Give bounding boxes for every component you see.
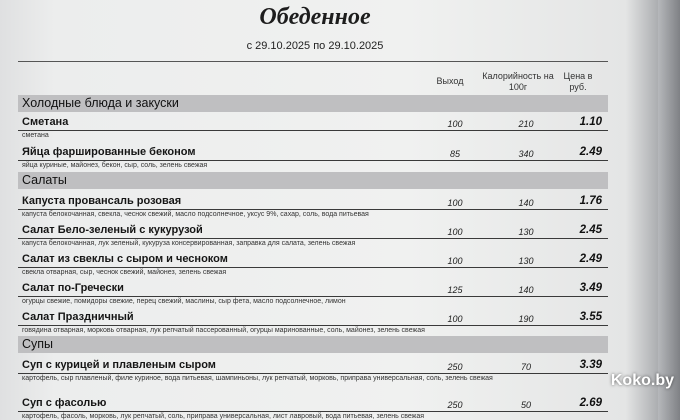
menu-item [18, 195, 608, 225]
item-price: 1.10 [579, 116, 602, 128]
item-underline [18, 267, 608, 268]
column-header-calories: Калорийность на 100г [482, 71, 554, 92]
item-underline [18, 411, 608, 412]
menu-item [18, 224, 608, 254]
item-calories: 140 [518, 285, 534, 295]
item-underline [18, 296, 608, 297]
item-name: Салат Праздничный [22, 311, 134, 323]
item-name: Салат Бело-зеленый с кукурузой [22, 224, 203, 236]
item-price: 2.49 [579, 253, 602, 265]
item-underline [18, 325, 608, 326]
item-name: Салат из свеклы с сыром и чесноком [22, 253, 228, 265]
item-ingredients: капуста белокочанная, свекла, чеснок свежий, масло подсолнечное, уксус 9%, сахар, соль, вода питьевая [22, 211, 369, 218]
item-output: 100 [447, 256, 463, 266]
date-range: с 29.10.2025 по 29.10.2025 [246, 40, 384, 52]
menu-title: Обеденное [259, 4, 371, 30]
item-ingredients: капуста белокочанная, лук зеленый, кукуруза консервированная, заправка для салата, зелень свежая [22, 240, 356, 247]
item-name: Суп с курицей и плавленым сыром [22, 359, 216, 371]
frame-edge [658, 0, 680, 420]
item-ingredients: сметана [22, 132, 49, 139]
item-calories: 210 [518, 119, 534, 129]
section-title: Салаты [22, 173, 67, 187]
item-underline [18, 373, 608, 374]
item-name: Салат по-Гречески [22, 282, 124, 294]
item-calories: 130 [518, 256, 534, 266]
item-ingredients: говядина отварная, морковь отварная, лук репчатый пассерованный, огурцы маринованные, соль, майонез, зелень свежая [22, 327, 425, 334]
section-title: Холодные блюда и закуски [22, 96, 179, 110]
item-name: Капуста провансаль розовая [22, 195, 182, 207]
watermark-logo: Koko.by [610, 372, 674, 389]
item-ingredients: яйца куриные, майонез, бекон, сыр, соль, зелень свежая [22, 162, 208, 169]
item-price: 1.76 [579, 195, 602, 207]
item-ingredients: картофель, сыр плавленый, филе куриное, вода питьевая, шампиньоны, лук репчатый, морковь, приправа универсальная, соль, зелень свежая [22, 375, 493, 382]
item-output: 85 [449, 149, 460, 159]
item-name: Яйца фаршированные беконом [22, 146, 196, 158]
item-underline [18, 130, 608, 131]
item-output: 250 [447, 362, 463, 372]
header-divider [18, 61, 608, 62]
item-output: 125 [447, 285, 463, 295]
menu-item [18, 397, 608, 420]
item-price: 2.49 [579, 146, 602, 158]
item-price: 3.49 [579, 282, 602, 294]
item-name: Суп с фасолью [22, 397, 107, 409]
item-ingredients: свекла отварная, сыр, чеснок свежий, майонез, зелень свежая [22, 269, 227, 276]
item-underline [18, 160, 608, 161]
item-calories: 190 [518, 314, 534, 324]
menu-item [18, 359, 608, 389]
item-calories: 130 [518, 227, 534, 237]
item-output: 250 [447, 400, 463, 410]
item-calories: 70 [520, 362, 531, 372]
item-output: 100 [447, 227, 463, 237]
column-header-price: Цена в руб. [563, 71, 593, 92]
item-ingredients: огурцы свежие, помидоры свежие, перец свежий, маслины, сыр фета, масло подсолнечное, лимон [22, 298, 346, 305]
section-header [18, 172, 608, 189]
item-price: 3.39 [579, 359, 602, 371]
section-title: Супы [22, 337, 54, 351]
section-header [18, 336, 608, 353]
item-underline [18, 238, 608, 239]
item-calories: 50 [520, 400, 531, 410]
item-calories: 140 [518, 198, 534, 208]
item-output: 100 [447, 314, 463, 324]
item-output: 100 [447, 198, 463, 208]
menu-item [18, 116, 608, 146]
item-underline [18, 209, 608, 210]
item-output: 100 [447, 119, 463, 129]
menu-item [18, 253, 608, 283]
item-price: 3.55 [579, 311, 602, 323]
item-price: 2.69 [579, 397, 602, 409]
section-header [18, 95, 608, 112]
item-calories: 340 [518, 149, 534, 159]
menu-item [18, 282, 608, 312]
item-ingredients: картофель, фасоль, морковь, лук репчатый, соль, приправа универсальная, лист лавровый, вода питьевая, зелень свежая [22, 413, 425, 420]
item-name: Сметана [22, 116, 69, 128]
item-price: 2.45 [579, 224, 602, 236]
column-header-output: Выход [436, 76, 464, 86]
